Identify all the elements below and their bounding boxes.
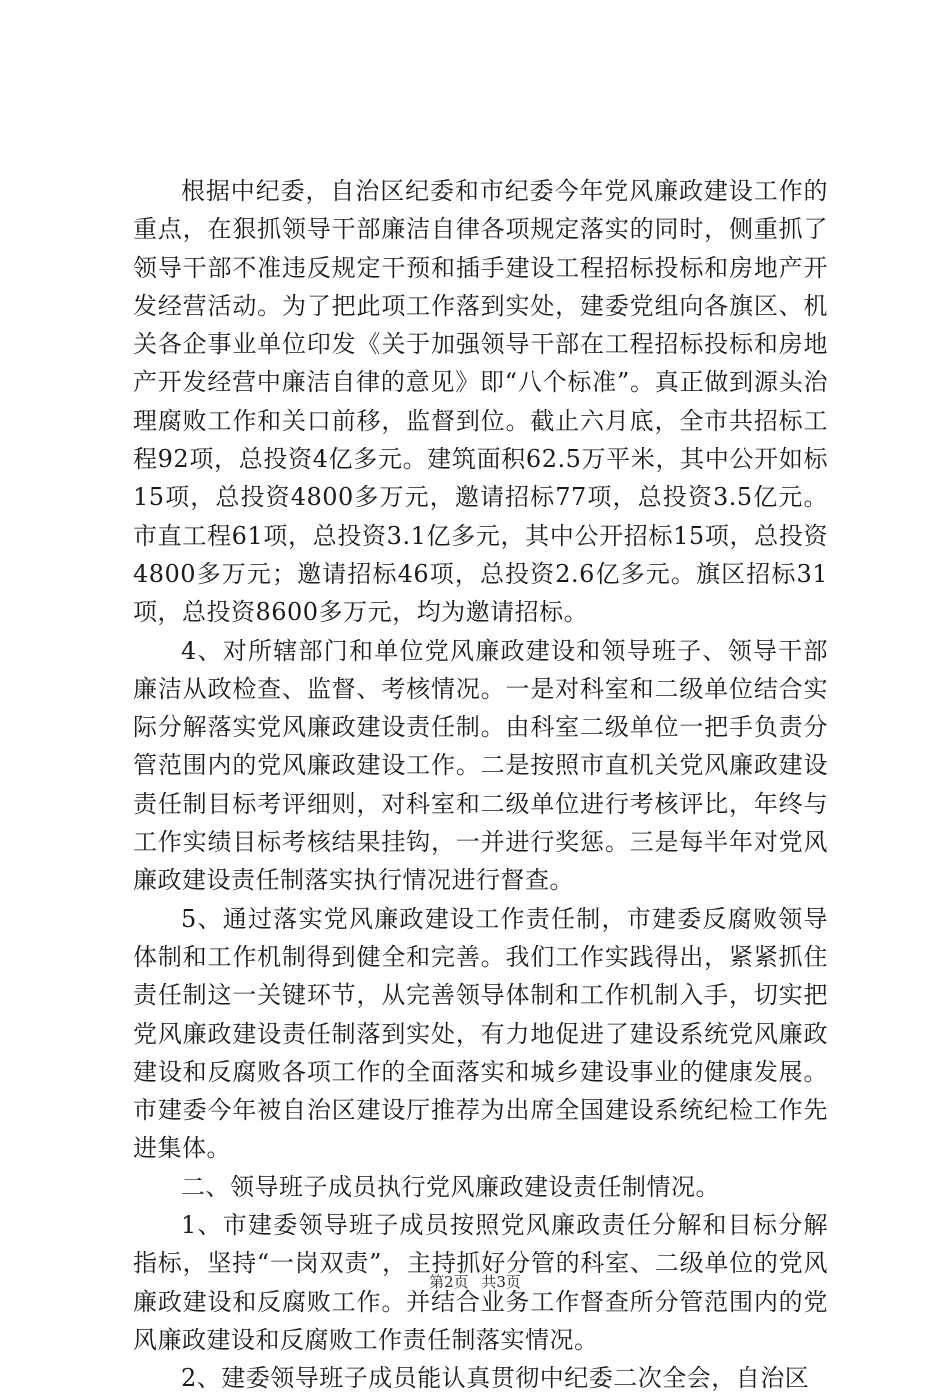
section-heading-2: 二、领导班子成员执行党风廉政建设责任制情况。 xyxy=(181,1172,720,1201)
paragraph-item-5: 5、通过落实党风廉政建设工作责任制，市建委反腐败领导体制和工作机制得到健全和完善。我们工作实践得出，紧紧抓住责任制这一关键环节，从完善领导体制和工作机制入手，切实把党风廉政建设责任制落到实处，有力地促进了建设系统党风廉政建设和反腐败各项工作的全面落实和城乡建设事业的健康发展。市建委今年被自治区建设厅推荐为出席全国建设系统纪检工作先进集体。 xyxy=(133,904,828,1163)
paragraph-subitem-1: 1、市建委领导班子成员按照党风廉政责任分解和目标分解指标，坚持“一岗双责”，主持抓好分管的科室、二级单位的党风廉政建设和反腐败工作。并结合业务工作督查所分管范围内的党风廉政建设和反腐败工作责任制落实情况。 xyxy=(133,1211,828,1354)
paragraph-bid-oversight: 根据中纪委，自治区纪委和市纪委今年党风廉政建设工作的重点，在狠抓领导干部廉洁自律各项规定落实的同时，侧重抓了领导干部不准违反规定干预和插手建设工程招标投标和房地产开发经营活动。为了把此项工作落到实处，建委党组向各旗区、机关各企事业单位印发《关于加强领导干部在工程招标投标和房地产开发经营中廉洁自律的意见》即“八个标准”。真正做到源头治理腐败工作和关口前移，监督到位。截止六月底，全市共招标工程92项，总投资4亿多元。建筑面积62.5万平米，其中公开如标15项，总投资4800多万元，邀请招标77项，总投资3.5亿元。市直工程61项，总投资3.1亿多元，其中公开招标15项，总投资4800多万元；邀请招标46项，总投资2.6亿多元。旗区招标31项，总投资8600多万元，均为邀请招标。 xyxy=(133,177,828,627)
paragraph-subitem-2: 2、建委领导班子成员能认真贯彻中纪委二次全会，自治区 xyxy=(181,1364,810,1393)
page-number-current: 第2页 xyxy=(429,1273,469,1291)
paragraph-item-4: 4、对所辖部门和单位党风廉政建设和领导班子、领导干部廉洁从政检查、监督、考核情况。一是对科室和二级单位结合实际分解落实党风廉政建设责任制。由科室二级单位一把手负责分管范围内的党风廉政建设工作。二是按照市直机关党风廉政建设责任制目标考评细则，对科室和二级单位进行考核评比，年终与工作实绩目标考核结果挂钩，一并进行奖惩。三是每半年对党风廉政建设责任制落实执行情况进行督查。 xyxy=(133,636,828,895)
page-number-total: 共3页 xyxy=(481,1273,521,1291)
document-body xyxy=(133,172,828,1398)
page-footer xyxy=(0,1272,950,1292)
